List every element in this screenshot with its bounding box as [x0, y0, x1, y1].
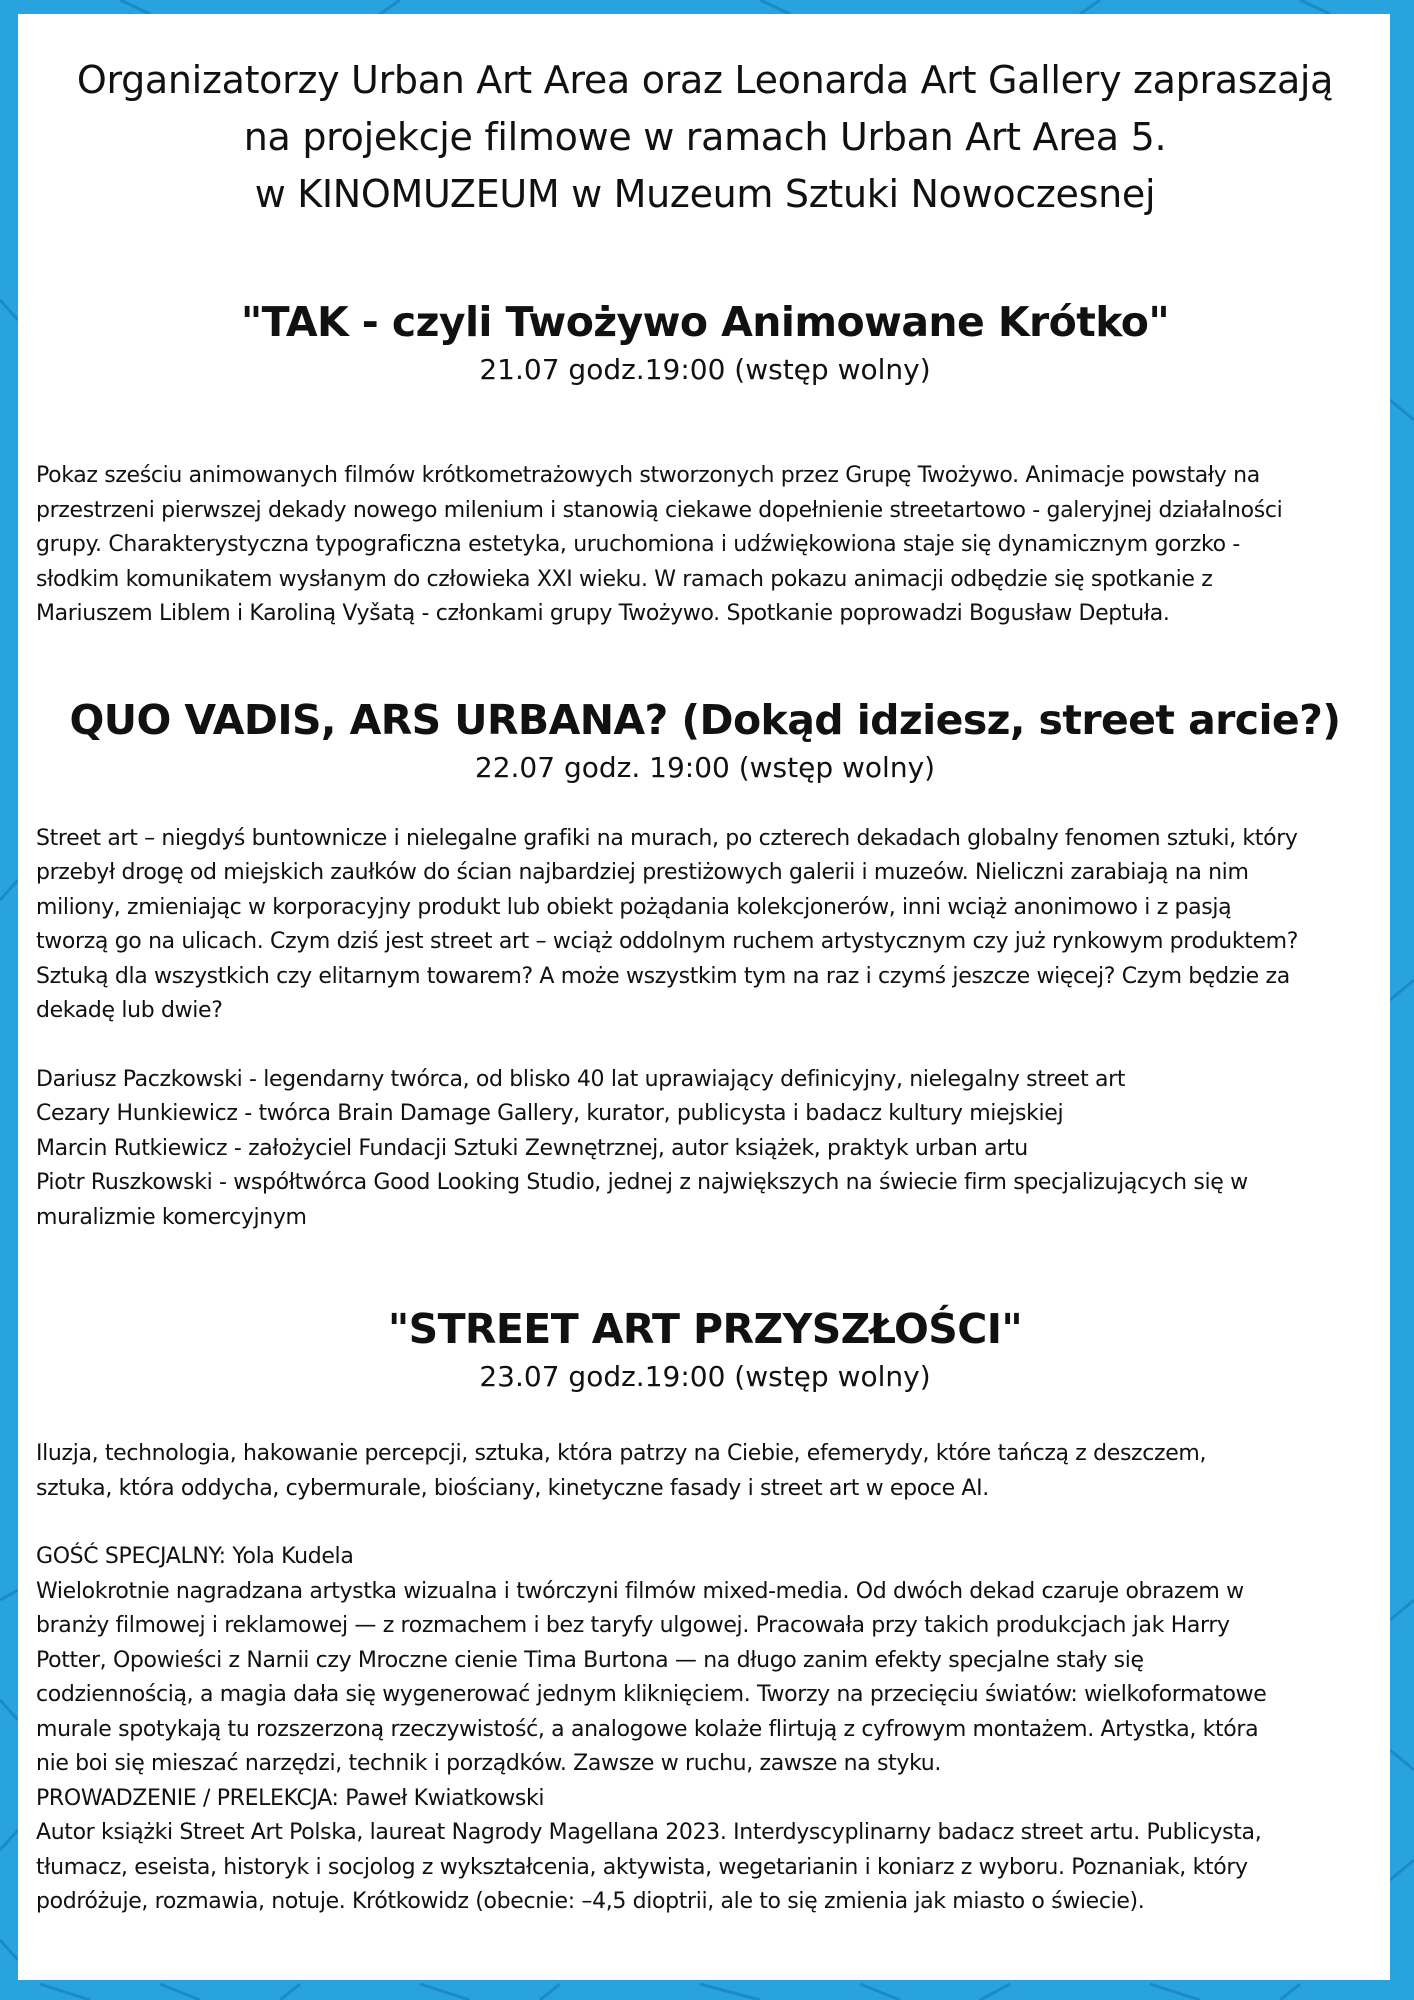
text-line: murale spotykają tu rozszerzoną rzeczywistość, a analogowe kolaże flirtują z cyfrowym montażem. Artystka, która — [36, 1716, 1259, 1742]
event-description — [36, 822, 1374, 1029]
flyer-panel — [18, 14, 1390, 1980]
intro-line: Organizatorzy Urban Art Area oraz Leonarda Art Gallery zapraszają — [76, 58, 1334, 102]
event-title: "STREET ART PRZYSZŁOŚCI" — [387, 1305, 1023, 1353]
text-line: podróżuje, rozmawia, notuje. Krótkowidz (obecnie: –4,5 dioptrii, ale to się zmienia jak miasto o świecie). — [36, 1889, 1145, 1914]
event-date: 22.07 godz. 19:00 (wstęp wolny) — [474, 750, 936, 784]
speakers-list — [36, 1063, 1374, 1236]
event-description — [36, 1437, 1374, 1506]
event-title: QUO VADIS, ARS URBANA? (Dokąd idziesz, street arcie?) — [69, 695, 1341, 744]
event-date: 21.07 godz.19:00 (wstęp wolny) — [479, 353, 931, 386]
text-line: tworzą go na ulicach. Czym dziś jest street art – wciąż oddolnym ruchem artystycznym czy już rynkowym produktem? — [36, 929, 1299, 954]
event-date: 23.07 godz.19:00 (wstęp wolny) — [479, 1360, 931, 1393]
text-line: grupy. Charakterystyczna typograficzna estetyka, uruchomiona i udźwiękowiona staje się dynamicznym gorzko - — [36, 532, 1241, 557]
text-line: przestrzeni pierwszej dekady nowego milenium i stanowią ciekawe dopełnienie streetartowo - galeryjnej działalności — [36, 497, 1283, 523]
speaker-line: muralizmie komercyjnym — [36, 1204, 307, 1230]
text-line: dekadę lub dwie? — [36, 998, 223, 1023]
speaker-line: Dariusz Paczkowski - legendarny twórca, od blisko 40 lat uprawiający definicyjny, nielegalny street art — [36, 1066, 1126, 1092]
text-line: Iluzja, technologia, hakowanie percepcji, sztuka, która patrzy na Ciebie, efemerydy, które tańczą z deszczem, — [36, 1441, 1207, 1466]
guest-info — [36, 1540, 1374, 1920]
text-line: codziennością, a magia dała się wygenerować jednym kliknięciem. Tworzy na przecięciu światów: wielkoformatowe — [36, 1682, 1267, 1707]
text-line: słodkim komunikatem wysłanym do człowieka XXI wieku. W ramach pokazu animacji odbędzie się spotkanie z — [36, 566, 1213, 592]
intro-line: na projekcje filmowe w ramach Urban Art Area 5. — [243, 115, 1167, 159]
text-line: tłumacz, eseista, historyk i socjolog z wykształcenia, aktywista, wegetarianin i koniarz z wyboru. Poznaniak, który — [36, 1854, 1248, 1880]
text-line: Wielokrotnie nagradzana artystka wizualna i twórczyni filmów mixed-media. Od dwóch dekad czaruje obrazem w — [36, 1578, 1244, 1604]
intro-heading — [36, 52, 1374, 223]
text-line: Sztuką dla wszystkich czy elitarnym towarem? A może wszystkim tym na raz i czymś jeszcze więcej? Czym będzie za — [36, 963, 1290, 989]
text-line: GOŚĆ SPECJALNY: Yola Kudela — [36, 1544, 354, 1569]
event-description — [36, 459, 1374, 632]
speaker-line: Marcin Rutkiewicz - założyciel Fundacji Sztuki Zewnętrznej, autor książek, praktyk urban artu — [36, 1135, 1028, 1161]
text-line: Potter, Opowieści z Narnii czy Mroczne cienie Tima Burtona — na długo zanim efekty specjalne stały się — [36, 1647, 1144, 1673]
speaker-line: Piotr Ruszkowski - współtwórca Good Looking Studio, jednej z największych na świecie firm specjalizujących się w — [36, 1170, 1248, 1195]
text-line: Autor książki Street Art Polska, laureat Nagrody Magellana 2023. Interdyscyplinarny badacz street artu. Publicysta, — [36, 1820, 1262, 1845]
text-line: PROWADZENIE / PRELEKCJA: Paweł Kwiatkowski — [36, 1785, 545, 1811]
speaker-line: Cezary Hunkiewicz - twórca Brain Damage Gallery, kurator, publicysta i badacz kultury miejskiej — [36, 1101, 1064, 1126]
text-line: Pokaz sześciu animowanych filmów krótkometrażowych stworzonych przez Grupę Twożywo. Animacje powstały na — [36, 463, 1260, 488]
text-line: miliony, zmieniając w korporacyjny produkt lub obiekt pożądania kolekcjonerów, inni wciąż anonimowo i z pasją — [36, 894, 1232, 920]
text-line: branży filmowej i reklamowej — z rozmachem i bez taryfy ulgowej. Pracowała przy takich produkcjach jak Harry — [36, 1613, 1230, 1638]
event-title: "TAK - czyli Twożywo Animowane Krótko" — [240, 298, 1170, 346]
text-line: nie boi się mieszać narzędzi, technik i porządków. Zawsze w ruchu, zawsze na styku. — [36, 1751, 942, 1776]
text-line: sztuka, która oddycha, cybermurale, biościany, kinetyczne fasady i street art w epoce AI. — [36, 1475, 989, 1501]
intro-line: w KINOMUZEUM w Muzeum Sztuki Nowoczesnej — [254, 172, 1156, 216]
text-line: Street art – niegdyś buntownicze i nielegalne grafiki na murach, po czterech dekadach globalny fenomen sztuki, który — [36, 825, 1298, 851]
text-line: Mariuszem Liblem i Karoliną Vyšatą - członkami grupy Twożywo. Spotkanie poprowadzi Bogusław Deptuła. — [36, 601, 1170, 626]
text-line: przebył drogę od miejskich zaułków do ścian najbardziej prestiżowych galerii i muzeów. Nieliczni zarabiają na nim — [36, 860, 1249, 885]
